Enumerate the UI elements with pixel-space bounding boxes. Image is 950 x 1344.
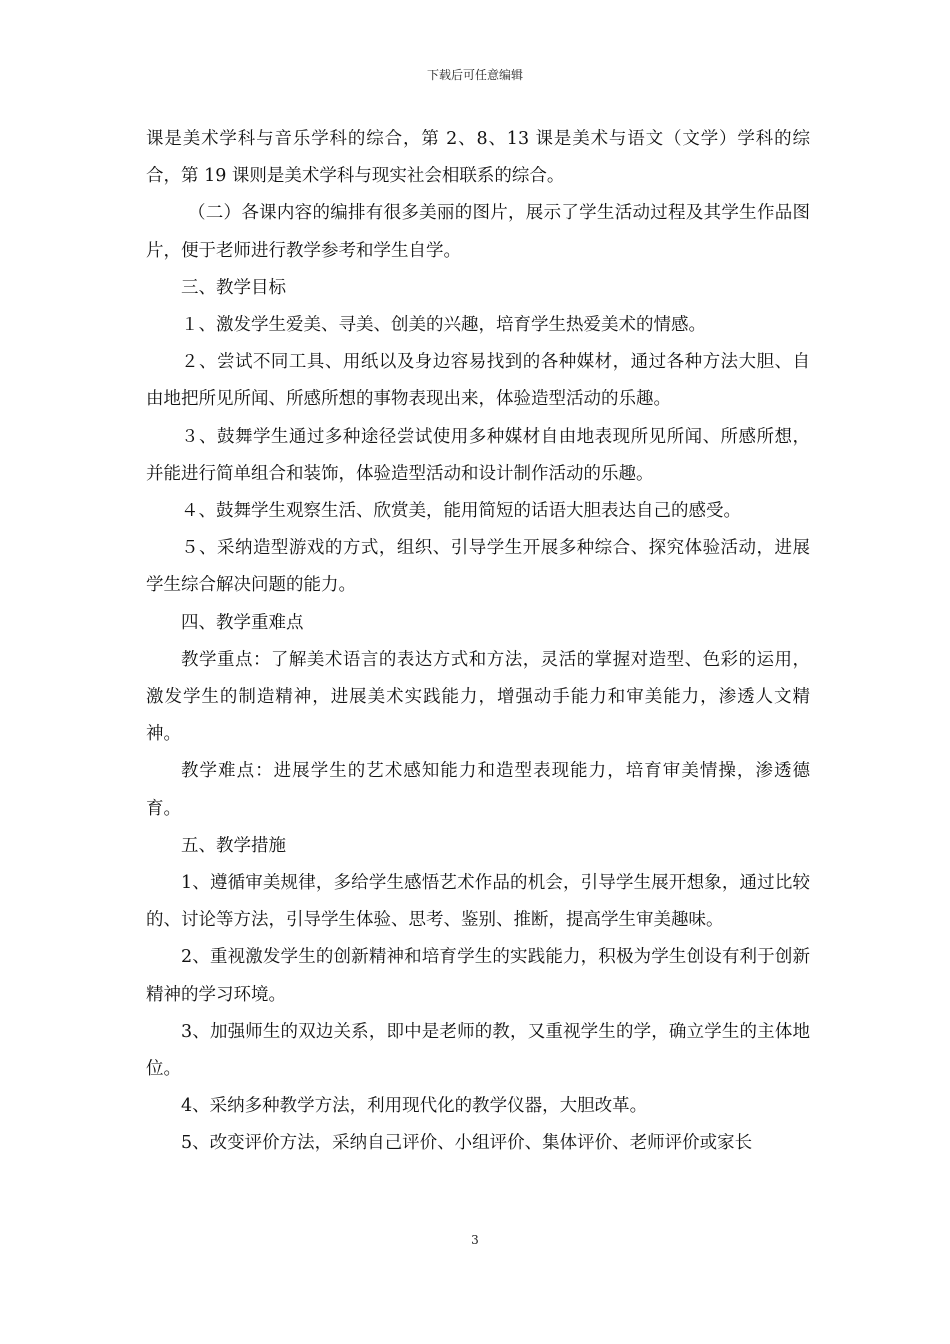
list-item: ３、鼓舞学生通过多种途径尝试使用多种媒材自由地表现所见所闻、所感所想，并能进行简单组合和装饰，体验造型活动和设计制作活动的乐趣。 <box>146 426 810 484</box>
list-item: 3、加强师生的双边关系，即中是老师的教，又重视学生的学，确立学生的主体地位。 <box>146 1021 810 1080</box>
list-item: 4、采纳多种教学方法，利用现代化的教学仪器，大胆改革。 <box>181 1096 648 1117</box>
document-body <box>146 121 810 1163</box>
section-heading: 五、教学措施 <box>181 835 286 856</box>
paragraph: 课是美术学科与音乐学科的综合，第 2、8、13 课是美术与语文（文学）学科的综合，第 19 课则是美术学科与现实社会相联系的综合。 <box>146 129 810 187</box>
list-item: ２、尝试不同工具、用纸以及身边容易找到的各种媒材，通过各种方法大胆、自由地把所见所闻、所感所想的事物表现出来，体验造型活动的乐趣。 <box>146 352 810 410</box>
paragraph: 教学重点：了解美术语言的表达方式和方法，灵活的掌握对造型、色彩的运用，激发学生的制造精神，进展美术实践能力，增强动手能力和审美能力，渗透人文精神。 <box>146 649 810 745</box>
list-item: 5、改变评价方法，采纳自己评价、小组评价、集体评价、老师评价或家长 <box>181 1133 753 1154</box>
list-item: １、激发学生爱美、寻美、创美的兴趣，培育学生热爱美术的情感。 <box>181 315 706 336</box>
page-number: 3 <box>471 1233 479 1247</box>
list-item: ５、采纳造型游戏的方式，组织、引导学生开展多种综合、探究体验活动，进展学生综合解决问题的能力。 <box>146 538 810 596</box>
paragraph: 教学难点：进展学生的艺术感知能力和造型表现能力，培育审美情操，渗透德育。 <box>146 761 810 819</box>
list-item: ４、鼓舞学生观察生活、欣赏美，能用简短的话语大胆表达自己的感受。 <box>181 501 741 522</box>
list-item: 1、遵循审美规律，多给学生感悟艺术作品的机会，引导学生展开想象，通过比较的、讨论等方法，引导学生体验、思考、鉴别、推断，提高学生审美趣味。 <box>146 873 810 931</box>
section-heading: 四、教学重难点 <box>181 612 304 633</box>
page-header: 下载后可任意编辑 <box>426 68 523 82</box>
paragraph: （二）各课内容的编排有很多美丽的图片，展示了学生活动过程及其学生作品图片，便于老师进行教学参考和学生自学。 <box>146 203 810 261</box>
section-heading: 三、教学目标 <box>181 277 286 298</box>
list-item: 2、重视激发学生的创新精神和培育学生的实践能力，积极为学生创设有利于创新精神的学习环境。 <box>146 947 810 1005</box>
